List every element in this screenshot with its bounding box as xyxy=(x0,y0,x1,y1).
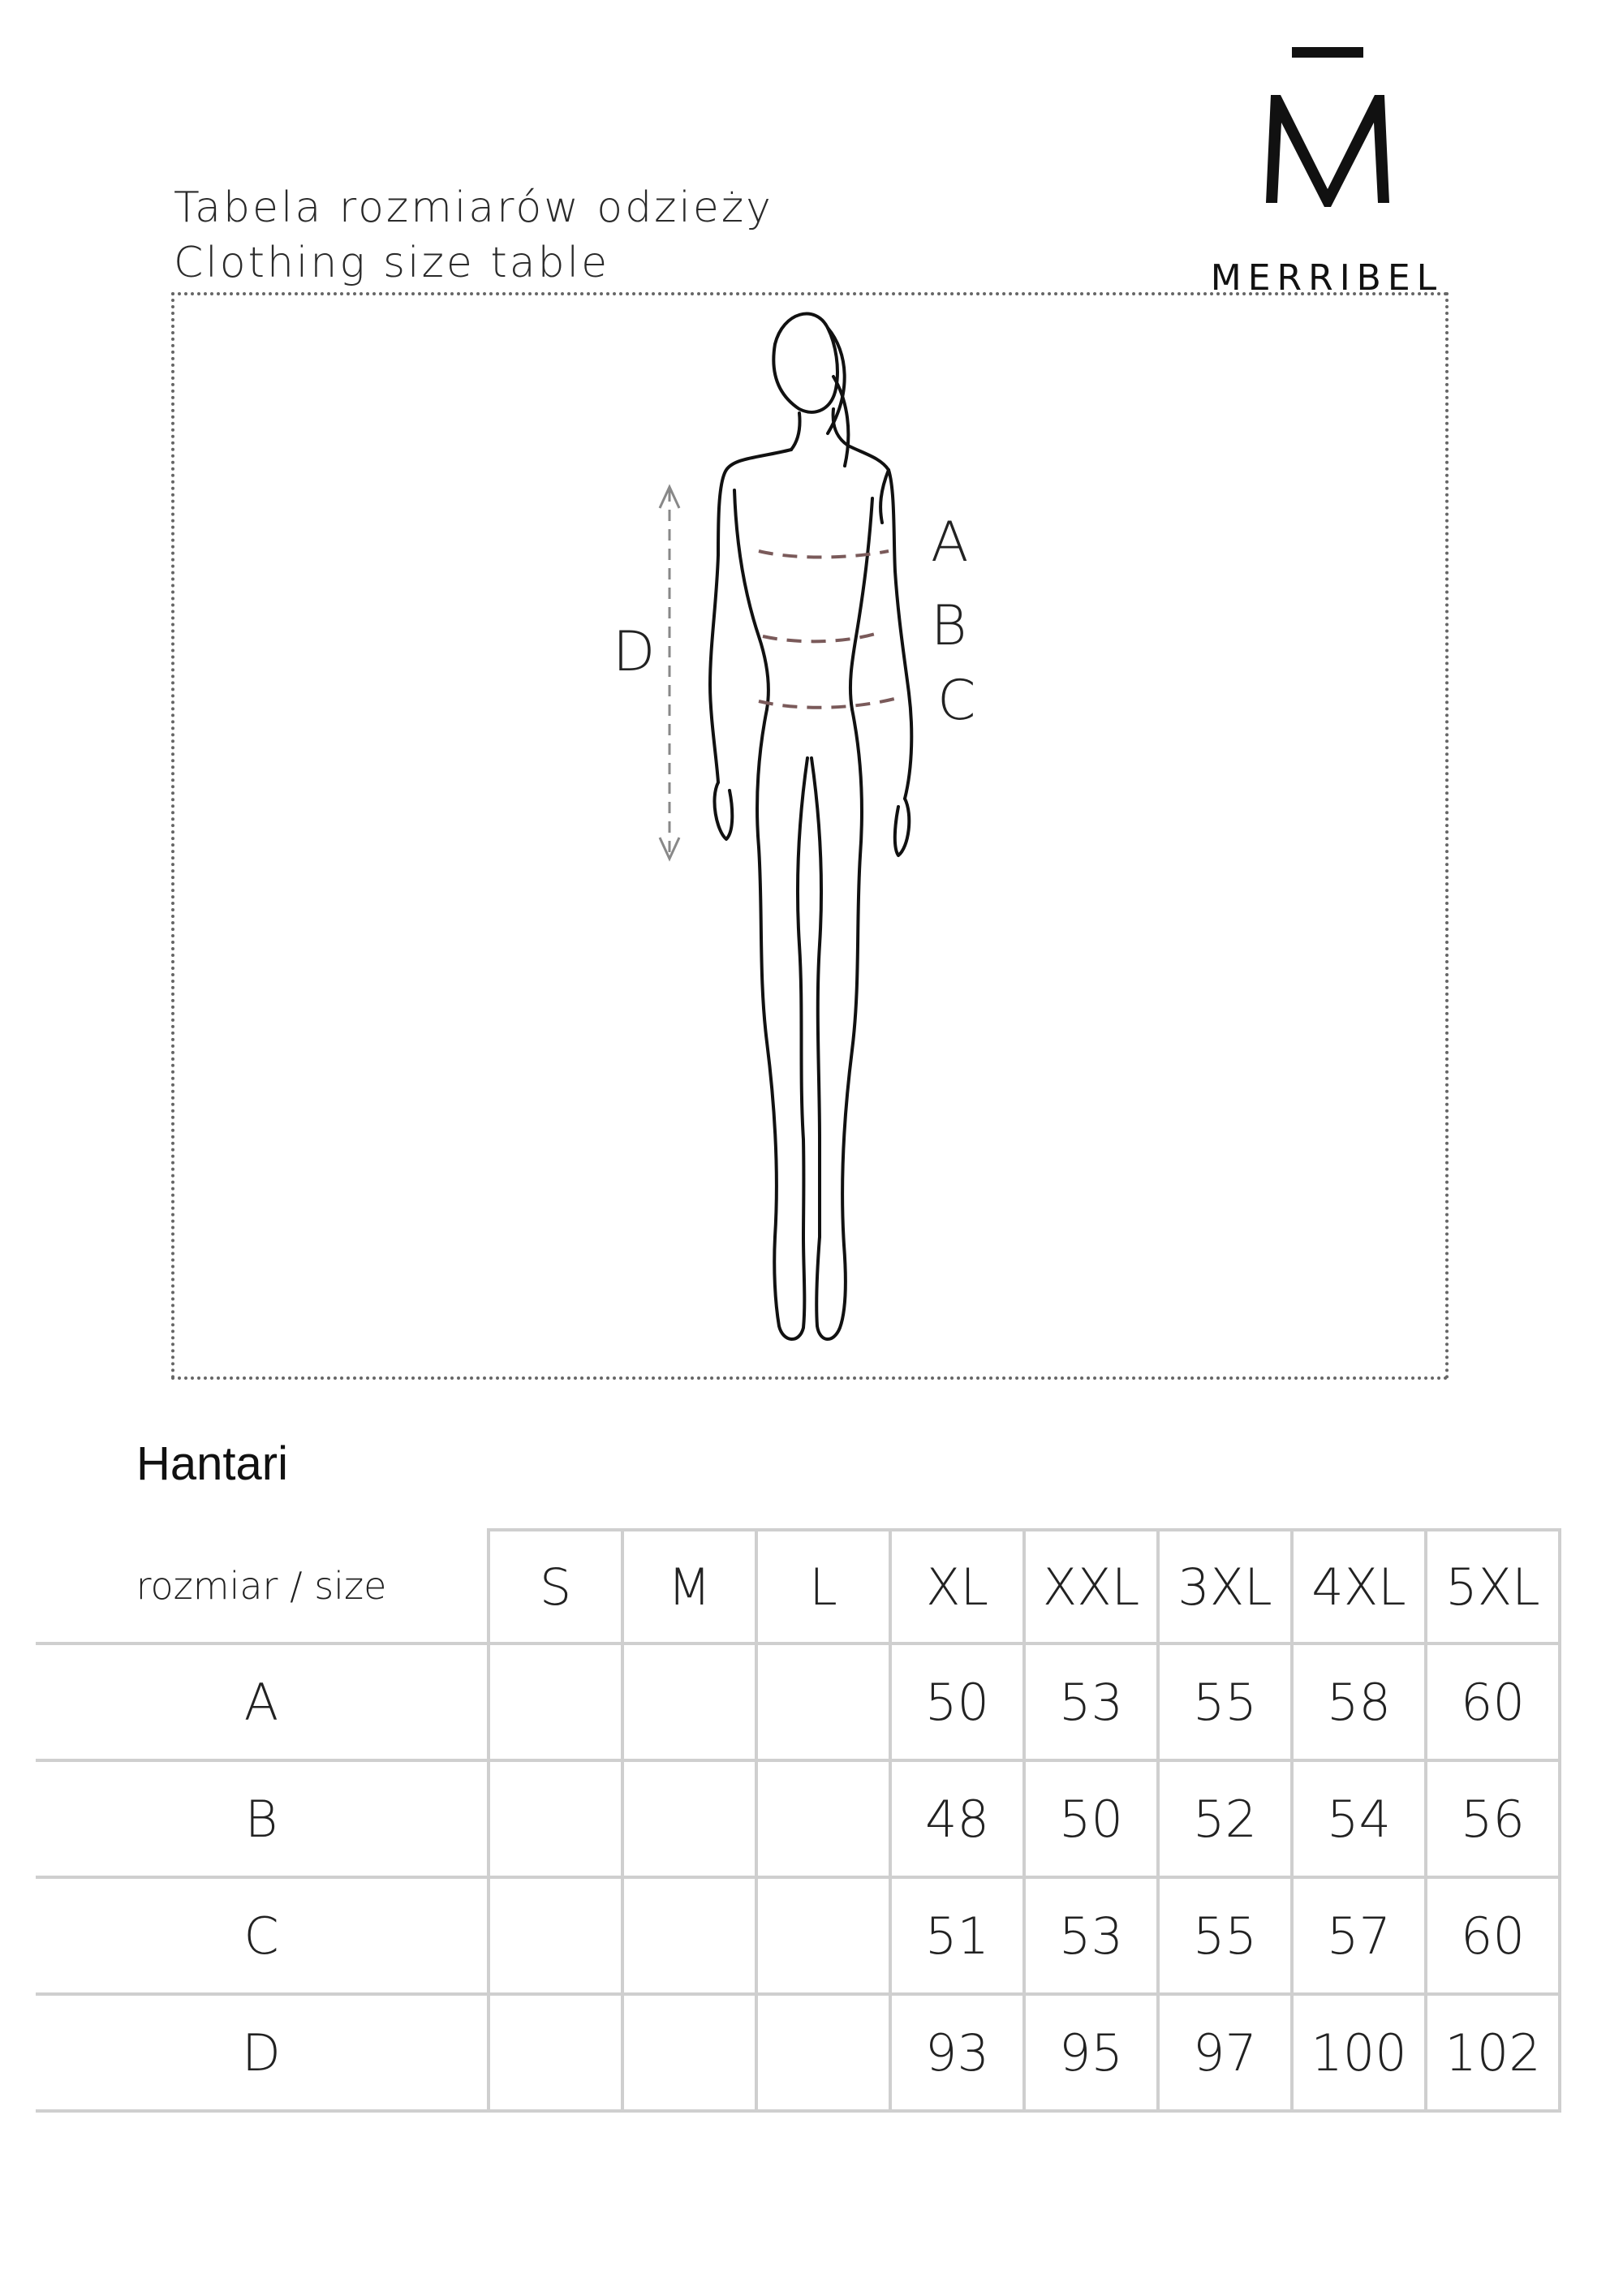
table-cell xyxy=(756,1994,890,2111)
row-label-d: D xyxy=(36,1994,489,2111)
heading-english: Clothing size table xyxy=(174,239,610,287)
table-cell: 60 xyxy=(1426,1877,1560,1994)
table-row xyxy=(36,1643,1560,1760)
size-col-s: S xyxy=(489,1530,622,1643)
table-cell: 56 xyxy=(1426,1760,1560,1877)
size-col-4xl: 4XL xyxy=(1292,1530,1426,1643)
size-table-heading xyxy=(174,180,773,291)
table-cell xyxy=(756,1760,890,1877)
measurement-label-a: A xyxy=(931,510,969,575)
table-row xyxy=(36,1760,1560,1877)
merribel-logo-icon xyxy=(1201,45,1469,256)
size-col-xxl: XXL xyxy=(1024,1530,1158,1643)
table-cell: 97 xyxy=(1158,1994,1292,2111)
table-cell xyxy=(622,1877,756,1994)
measurement-label-c: C xyxy=(937,669,976,733)
table-cell xyxy=(489,1643,622,1760)
table-cell xyxy=(622,1994,756,2111)
table-cell: 57 xyxy=(1292,1877,1426,1994)
table-cell: 55 xyxy=(1158,1877,1292,1994)
table-cell xyxy=(489,1760,622,1877)
table-cell xyxy=(622,1760,756,1877)
table-cell xyxy=(489,1877,622,1994)
table-cell: 60 xyxy=(1426,1643,1560,1760)
heading-polish: Tabela rozmiarów odzieży xyxy=(174,183,773,232)
row-label-b: B xyxy=(36,1760,489,1877)
size-col-m: M xyxy=(622,1530,756,1643)
size-col-xl: XL xyxy=(890,1530,1024,1643)
table-cell xyxy=(489,1994,622,2111)
size-col-5xl: 5XL xyxy=(1426,1530,1560,1643)
table-row xyxy=(36,1877,1560,1994)
table-cell: 50 xyxy=(1024,1760,1158,1877)
table-cell xyxy=(622,1643,756,1760)
table-cell xyxy=(756,1643,890,1760)
product-name: Hantari xyxy=(136,1437,288,1490)
size-col-3xl: 3XL xyxy=(1158,1530,1292,1643)
measurement-figure-frame xyxy=(171,292,1449,1380)
body-silhouette-icon xyxy=(174,295,1452,1383)
row-label-c: C xyxy=(36,1877,489,1994)
table-cell: 93 xyxy=(890,1994,1024,2111)
table-cell xyxy=(756,1877,890,1994)
table-cell: 48 xyxy=(890,1760,1024,1877)
table-cell: 95 xyxy=(1024,1994,1158,2111)
table-cell: 51 xyxy=(890,1877,1024,1994)
table-cell: 52 xyxy=(1158,1760,1292,1877)
brand-logo xyxy=(1201,45,1469,299)
size-table xyxy=(36,1528,1561,2113)
table-cell: 100 xyxy=(1292,1994,1426,2111)
table-cell: 55 xyxy=(1158,1643,1292,1760)
measurement-label-b: B xyxy=(931,594,967,658)
brand-name: MERRIBEL xyxy=(1210,257,1444,299)
measurement-label-d: D xyxy=(613,620,656,684)
table-cell: 102 xyxy=(1426,1994,1560,2111)
table-row xyxy=(36,1994,1560,2111)
table-cell: 53 xyxy=(1024,1877,1158,1994)
table-cell: 50 xyxy=(890,1643,1024,1760)
size-header-label: rozmiar / size xyxy=(36,1530,489,1643)
table-cell: 54 xyxy=(1292,1760,1426,1877)
row-label-a: A xyxy=(36,1643,489,1760)
size-col-l: L xyxy=(756,1530,890,1643)
table-cell: 53 xyxy=(1024,1643,1158,1760)
table-cell: 58 xyxy=(1292,1643,1426,1760)
size-header-row xyxy=(36,1530,1560,1643)
